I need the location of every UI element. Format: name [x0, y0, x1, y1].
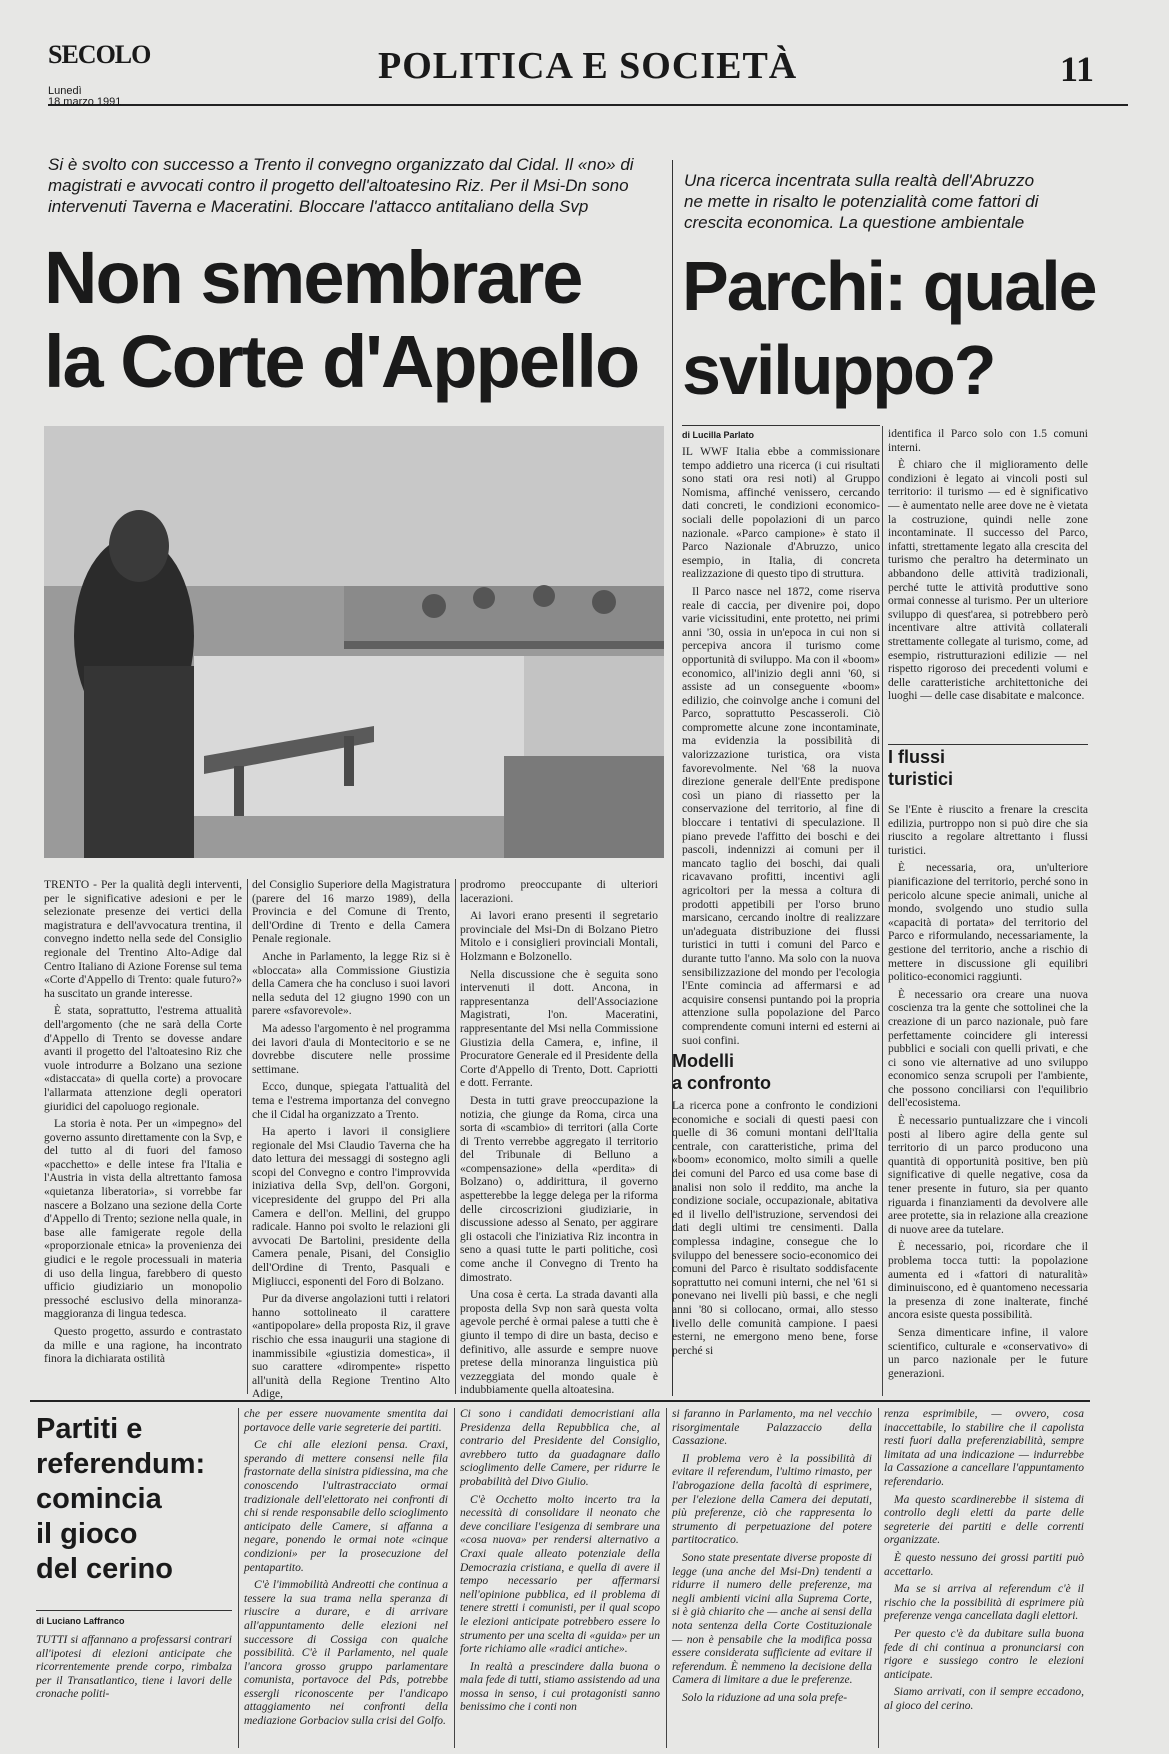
parchi-column-2-top — [888, 428, 1088, 736]
byline-rule — [682, 425, 880, 426]
parchi-headline-line1: Parchi: quale — [682, 247, 1096, 325]
parchi-column-1-top — [682, 446, 880, 1047]
partiti-c1-p3: C'è l'immobilità Andreotti che continua a tessere la sua trama nella speranza di riuscire a durare, e di arrivare all'appuntamento delle elezioni nel successore di Cossiga con qualche possibilità. C'è il Parlamento, nel quale l'ancora grosso gruppo parlamentare comunista, portavoce del Pds, potrebbe essergli riconoscente per l'andicapo attaggiamento nei confronti della mediazione Gorbaciov sulla crisi del Golfo. — [244, 1579, 448, 1728]
corte-c3-p2: Ai lavori erano presenti il segretario provinciale del Msi-Dn di Bolzano Pietro Mitolo e i consiglieri provinciali Montali, Holzmann e Bolzonello. — [460, 910, 658, 963]
partiti-column-1 — [244, 1408, 448, 1748]
corte-c3-p4: Desta in tutti grave preoccupazione la notizia, che giunge da Roma, circa una sorta di «scambio» di territori (alla Corte di Trento verrebbe aggregato il territorio del Tribunale di Belluno a «compensazione» della «perdita» di Bolzano) o, addirittura, il governo aspetterebbe la legge delega per la riforma delle circoscrizioni giudiziarie, in discussione adesso al Senato, per aggirare gli ostacoli che l'iniziativa Riz incontra in seno a quasi tutte le parti politiche, così come anche il Convegno di Trento ha dimostrato. — [460, 1094, 658, 1284]
page-number: 11 — [1059, 49, 1094, 89]
byline-rule — [36, 1610, 232, 1611]
parchi-byline: di Lucilla Parlato — [682, 430, 755, 440]
partiti-c1-p1: che per essere nuovamente smentita dai portavoce delle varie segreterie dei partiti. — [244, 1408, 448, 1434]
partiti-c4-p2: Ma questo scardinerebbe il sistema di controllo degli eletti da parte delle segreterie dei partiti e delle correnti organizzate. — [884, 1493, 1084, 1547]
column-divider — [666, 1408, 667, 1748]
issue-date — [48, 86, 121, 108]
partiti-headline-line3: comincia — [36, 1483, 162, 1515]
parchi-headline-line2: sviluppo? — [682, 331, 995, 409]
corte-c3-p5: Una cosa è certa. La strada davanti alla proposta della Svp non sarà questa volta agevole perché è ormai palese a tutti che è giunto il tempo di dire un basta, deciso e definitivo, alle assurde e sempre nuove pretese della minoranza linguistica più vezzeggiata del mondo quale è indubbiamente quella altoatesina. — [460, 1289, 658, 1397]
partiti-c4-p4: Ma se si arriva al referendum c'è il rischio che la possibilità di esprimere più preferenze venga cancellata dagli elettori. — [884, 1583, 1084, 1623]
corte-c1-p1: TRENTO - Per la qualità degli interventi, per le significative adesioni e per le selezionate presenze dei vertici della magistratura e dell'avvocatura trentina, il convegno indetto nella sede del Consiglio regionale del Trentino Alto-Adige dal Centro Italiano di Azione Forense sul tema «Corte d'Appello di Trento: quale futuro?» ha suscitato un grande interesse. — [44, 879, 242, 1000]
parchi-c1b-p1: La ricerca pone a confronto le condizioni economiche e sociali di questi paesi con quelle di 36 comuni montani dell'Italia centrale, con caratteristiche, prima del «boom» economico, molto simili a quelle dei comuni del Parco ed usa come base di analisi non solo il reddito, ma anche la condizione sociale, occupazionale, abitativa ed il livello dell'istruzione, servendosi dei dati degli ultimi tre censimenti. Dalla complessa indagine, consegue che lo sviluppo del benessere socio-economico dei comuni del Parco è risultato soddisfacente soprattutto nei comuni interni, che nel '61 si ponevano nei livelli più bassi, e che negli anni '80 si collocano, ormai, allo stesso livello delle comunità campione. I paesi esterni, ne emergono meno bene, forse perché si — [672, 1100, 878, 1357]
partiti-column-4 — [884, 1408, 1084, 1748]
corte-column-2 — [252, 879, 450, 1401]
partiti-c4-p1: renza esprimibile, — ovvero, cosa inaccettabile, lo stabilire che il capolista resti fuori dalla preferenziabilità, sempre limitata ad una indicazione — indurrebbe la Cassazione a cancellare l'appuntamento referendario. — [884, 1408, 1084, 1488]
partiti-c4-p5: Per questo c'è da dubitare sulla buona fede di chi continua a pronunciarsi con rigore e sussiego contro le elezioni anticipate. — [884, 1627, 1084, 1681]
partiti-column-2 — [460, 1408, 660, 1748]
parchi-c2b-p5: È necessario, poi, ricordare che il problema tocca tutti: la popolazione aumenta ed i «fattori di naturalità» diminuiscono, ed è quantomeno necessaria la presenza di zone inalterate, finché ancora esiste questa possibilità. — [888, 1241, 1088, 1322]
corte-c3-p1: prodromo preoccupante di ulteriori lacerazioni. — [460, 879, 658, 905]
courtroom-photo — [44, 426, 664, 858]
column-divider — [247, 879, 248, 1394]
parchi-column-2-bottom — [888, 804, 1088, 1394]
column-divider — [882, 426, 883, 1396]
parchi-c2-p1: identifica il Parco solo con 1.5 comuni interni. — [888, 428, 1088, 454]
column-divider — [878, 1408, 879, 1748]
partiti-headline-line5: del cerino — [36, 1553, 173, 1585]
parchi-c2b-p4: È necessario puntualizzare che i vincoli posti al libero agire della gente sul territorio di un parco producono una quantità di opportunità positive, ben più significative di quelle negative, cosa da tener presente in futuro, sia per quanto riguarda i finanziamenti da devolvere alle aree protette, sia in relazione alla creazione di nuove aree da tutelare. — [888, 1115, 1088, 1236]
parchi-subhead1-line1: Modelli — [672, 1051, 734, 1071]
corte-headline-line2: la Corte d'Appello — [44, 320, 639, 403]
partiti-c3-p2: Il problema vero è la possibilità di evitare il referendum, l'ultimo rimasto, per l'abrogazione della facoltà di esprimere, per l'elezione della Camera dei deputati, più preferenze, ciò che rappresenta lo strumento di perpetuazione del potere partitocratico. — [672, 1452, 872, 1547]
parchi-c2b-p6: Senza dimenticare infine, il valore scientifico, culturale e «conservativo» di un parco nazionale per le future generazioni. — [888, 1326, 1088, 1380]
parchi-kicker: Una ricerca incentrata sulla realtà dell'Abruzzo ne mette in risalto le potenzialità come fattori di crescita economica. La questione ambientale — [684, 171, 1039, 232]
partiti-c2-p2: C'è Occhetto molto incerto tra la necessità di consolidare il neonato che deve conciliare l'esigenza di sembrare una «cosa nuova» per rendersi alternativo a Craxi quale alleato potenziale della Democrazia cristiana, e quella di avere il tempo necessario per affermarsi nell'opinione pubblica, ed il problema di tenere stretti i comunisti, per il qual scopo le elezioni anticipate potrebbero essere lo strumento per una scelta di «guida» per un forte richiamo alle «radici antiche». — [460, 1493, 660, 1656]
corte-c3-p3: Nella discussione che è seguita sono intervenuti il dott. Ancona, in rappresentanza dell'Associazione Magistrati, l'on. Maceratini, rappresentante del Msi nella Commissione Giustizia della Camera, e, infine, il Procuratore Generale ed il Presidente della Corte d'Appello di Trento, Dott. Capriotti e dott. Ferrante. — [460, 968, 658, 1090]
parchi-subhead2-line2: turistici — [888, 769, 954, 789]
partiti-headline-line2: referendum: — [36, 1448, 206, 1480]
partiti-c4-p3: È questo nessuno dei grossi partiti può accettarlo. — [884, 1551, 1084, 1578]
issue-day: Lunedì — [48, 85, 82, 97]
partiti-headline — [36, 1412, 232, 1587]
corte-headline — [44, 236, 684, 404]
corte-c1-p2: È stata, soprattutto, l'estrema attualità dell'argomento (che ne sarà della Corte d'Appello di Trento se dovesse andare avanti il progetto del l'altoatesino Riz che vuole introdurre a Bolzano una sezione «distaccata» di quella corte) a provocare l'allarmata attenzione degli operatori giuridici del capoluogo regionale. — [44, 1005, 242, 1113]
partiti-headline-line1: Partiti e — [36, 1413, 143, 1445]
newspaper-logo: SECOLO — [48, 40, 151, 69]
subhead-rule — [888, 744, 1088, 745]
partiti-byline: di Luciano Laffranco — [36, 1616, 125, 1626]
bottom-article-rule — [30, 1400, 1090, 1402]
corte-c2-p5: Ha aperto i lavori il consigliere regionale del Msi Claudio Taverna che ha dato lettura dei messaggi di sostegno agli scopi del Convegno e contro l'improvvida iniziativa della Svp, dell'on. Gorgoni, vicepresidente del gruppo del Pri alla Camera e dell'on. Mellini, del gruppo radicale. Hanno poi svolto le relazioni gli avvocati De Bartolini, presidente della Camera penale, Pisani, del Consiglio dell'Ordine di Trento, Pasquali e Migliucci, esponenti del Foro di Bolzano. — [252, 1126, 450, 1288]
corte-c2-p3: Ma adesso l'argomento è nel programma dei lavori d'aula di Montecitorio e se ne dovrebbe discutere nelle prossime settimane. — [252, 1022, 450, 1076]
column-divider — [455, 879, 456, 1394]
partiti-headline-line4: il gioco — [36, 1518, 138, 1550]
partiti-c3-p1: si faranno in Parlamento, ma nel vecchio risorgimentale Palazzaccio della Cassazione. — [672, 1408, 872, 1448]
courtroom-photo-image — [44, 426, 664, 858]
partiti-c2-p3: In realtà a prescindere dalla buona o mala fede di tutti, stiamo assistendo ad una mossa in senso, i cui protagonisti sanno benissimo che i conti non — [460, 1660, 660, 1714]
partiti-c4-p6: Siamo arrivati, con il sempre eccadono, al gioco del cerino. — [884, 1686, 1084, 1712]
corte-c1-p4: Questo progetto, assurdo e contrastato da mille e una ragione, ha incontrato finora la dichiarata ostilità — [44, 1326, 242, 1366]
parchi-column-1-bottom — [672, 1100, 878, 1394]
column-divider — [454, 1408, 455, 1748]
corte-headline-line1: Non smembrare — [44, 236, 582, 319]
parchi-headline — [682, 244, 1122, 412]
parchi-subhead-flussi — [888, 746, 1088, 790]
parchi-subhead-modelli — [672, 1050, 872, 1094]
corte-column-3 — [460, 879, 658, 1397]
issue-date-text: 18 marzo 1991 — [48, 96, 122, 108]
partiti-c2-p1: Ci sono i candidati democristiani alla Presidenza della Repubblica che, al contrario del Presidente del Consiglio, avrebbero tutto da guadagnare dallo scioglimento delle Camere, per ridurre le probabilità del Divo Giulio. — [460, 1408, 660, 1488]
partiti-lead — [36, 1634, 232, 1744]
corte-c1-p3: La storia è nota. Per un «impegno» del governo assunto direttamente con la Svp, e del tutto al di fuori del famoso «pacchetto» e delle intese fra l'Italia e l'Austria in vista della altrettanto famosa «quietanza liberatoria», si vorrebbe far nascere a Bolzano una sezione della Corte d'Appello di Trento; sezione nella quale, in base alle famigerate regole della «proporzionale etnica» la provenienza dei giudici e le regole processuali in materia di uso della lingua, farebbero di questo ufficio giudiziario un monopolio pressoché esclusivo della minoranza-maggioranza di lingua tedesca. — [44, 1118, 242, 1321]
partiti-lead-p: TUTTI si affannano a professarsi contrari all'ipotesi di elezioni anticipate che ricorrentemente prende corpo, rimbalza per il Transatlantico, tiene i lavori delle cronache politi- — [36, 1634, 232, 1701]
corte-kicker: Si è svolto con successo a Trento il convegno organizzato dal Cidal. Il «no» di magistrati e avvocati contro il progetto dell'altoatesino Riz. Per il Msi-Dn sono intervenuti Taverna e Maceratini. Bloccare l'attacco antitaliano della Svp — [48, 155, 634, 216]
partiti-c3-p4: Solo la riduzione ad una sola prefe- — [682, 1691, 848, 1704]
partiti-column-3 — [672, 1408, 872, 1748]
parchi-c2b-p3: È necessario ora creare una nuova coscienza tra la gente che sottolinei che la creazione di un parco nazionale, può fare perfettamente coincidere gli interessi pubblici e sociali con quelli privati, e che ci sono vie alternative ad uno sviluppo economico senza scrupoli per l'ambiente, che possono conciliarsi con l'equilibrio dell'ecosistema. — [888, 988, 1088, 1110]
corte-c2-p2: Anche in Parlamento, la legge Riz si è «bloccata» alla Commissione Giustizia della Camera che ha concluso i suoi lavori nella seduta del 12 giugno 1990 con un parere «sfavorevole». — [252, 950, 450, 1018]
parchi-subhead1-line2: a confronto — [672, 1073, 771, 1093]
parchi-c2b-p1: Se l'Ente è riuscito a frenare la crescita edilizia, purtroppo non si può dire che sia riuscito a regolare altrettanto i flussi turistici. — [888, 804, 1088, 857]
masthead — [48, 40, 1128, 106]
parchi-subhead2-line1: I flussi — [888, 747, 946, 767]
parchi-c1-p1: IL WWF Italia ebbe a commissionare tempo addietro una ricerca (i cui risultati sono stati ora resi noti) al Gruppo Nomisma, affinché venissero, cercando dati concreti, le condizioni economico-sociali delle popolazioni di un parco nazionale. «Parco campione» è stato il Parco Nazionale d'Abruzzo, unico esempio, in Italia, di concreta realizzazione di questo tipo di struttura. — [682, 446, 880, 581]
parchi-c2-p2: È chiaro che il miglioramento delle condizioni è legato ai vincoli posti sul territorio: il turismo — ed è significativo — è aumentato nelle aree dove ne è vietata la costruzione, quindi nelle zone incontaminate. Il successo del Parco, infatti, strettamente legato alla crescita del turismo che peraltro ha determinato un abbandono delle attività tradizionali, perché tutte le attività produttive sono ormai connesse al turismo. Per un ulteriore sviluppo di quest'area, si potrebbero però incentivare altre attività collaterali strettamente collegate al turismo, come, ad esempio, ristrutturazioni edilizie — nel rispetto rigoroso dei precedenti volumi e delle caratteristiche architettoniche dei luoghi — delle case disabitate e malconce. — [888, 459, 1088, 703]
corte-c2-p1: del Consiglio Superiore della Magistratura (parere del 16 marzo 1989), della Provincia e del Comune di Trento, dell'Ordine di Trento e della Camera Penale regionale. — [252, 879, 450, 946]
parchi-c2b-p2: È necessaria, ora, un'ulteriore pianificazione del territorio, perché sono in pericolo alcune specie animali, uniche al mondo, svolgendo uno studio sulla «capacità di portata» del territorio del Parco e riformulando, necessariamente, la gestione del territorio, anche a rischio di mettere in discussione gli equilibri politico-economici raggiunti. — [888, 862, 1088, 984]
partiti-c1-p2: Ce chi alle elezioni pensa. Craxi, sperando di mettere consensi nelle fila frastornate della sinistra pidiessina, ma che conoscendo l'ultrastracciato ormai tradizionale dell'elettorato nei confronti di chi si rende responsabile dello scioglimento anticipato delle Camere, si affanna a negare, ponendo le ormai note «cinque condizioni» per la prosecuzione del pentapartito. — [244, 1439, 448, 1574]
column-divider — [238, 1408, 239, 1748]
corte-column-1 — [44, 879, 242, 1394]
section-title: POLITICA E SOCIETÀ — [378, 45, 798, 87]
parchi-c1-p2: Il Parco nasce nel 1872, come riserva reale di caccia, per divenire poi, dopo varie vicissitudini, ente protetto, nei primi anni '30, ossia in un'epoca in cui non si percepiva ancora il turismo come opportunità di sviluppo. Ma con il «boom» economico, all'inizio degli anni '60, si assiste ad un conseguente «boom» edilizio, che coinvolge anche i comuni del Parco, soprattutto Pescasseroli. Ciò compromette alcune zone incontaminate, ma evidenzia la possibilità di valorizzazione turistica, ora vista favorevolmente. Nel '68 la nuova direzione generale dell'Ente predispone così un piano di riassetto per la conservazione del territorio, al fine di bloccare i tentativi di speculazione. Il piano prevede l'affitto dei boschi e dei pascoli, indennizzi ai comuni per il mancato taglio dei boschi, dai quali ricavavano profitti, incentivi agli agricoltori per la messa a coltura di prodotti appetibili per l'orso bruno marsicano, cercando inoltre di realizzare un'adeguata distribuzione dei flussi turistici in tutti i comuni del Parco e durante tutto l'anno. Ma solo con la nuova sensibilizzazione del mondo per l'ecologia l'Ente comincia ad affermarsi e ad acquisire consensi puntando poi la propria attenzione sulla popolazione del Parco comprendente comuni interni ed esterni ai suoi confini. — [682, 585, 880, 1047]
partiti-c3-p3: Sono state presentate diverse proposte di legge (una anche del Msi-Dn) tendenti a ridurre il numero delle preferenze, ma negli ambienti vicini alla Suprema Corte, si è già chiarito che — anche ai sensi della nota sentenza della Corte Costituzionale — non è pensabile che la modifica possa essere considerata sufficiente ad evitare il referendum. È nemmeno la decisione della Camera di limitare a due le preferenze. — [672, 1551, 872, 1687]
corte-c2-p4: Ecco, dunque, spiegata l'attualità del tema e l'estrema importanza del convegno che il Cidal ha organizzato a Trento. — [252, 1081, 450, 1121]
corte-c2-p6: Pur da diverse angolazioni tutti i relatori hanno sottolineato il carattere «antipopolare» della proposta Riz, il grave rischio che essa inaugurii una stagione di inammissibile «giustizia domestica», il suo carattere «dirompente» rispetto all'unità della Regione Trentino Alto Adige, — [252, 1293, 450, 1401]
